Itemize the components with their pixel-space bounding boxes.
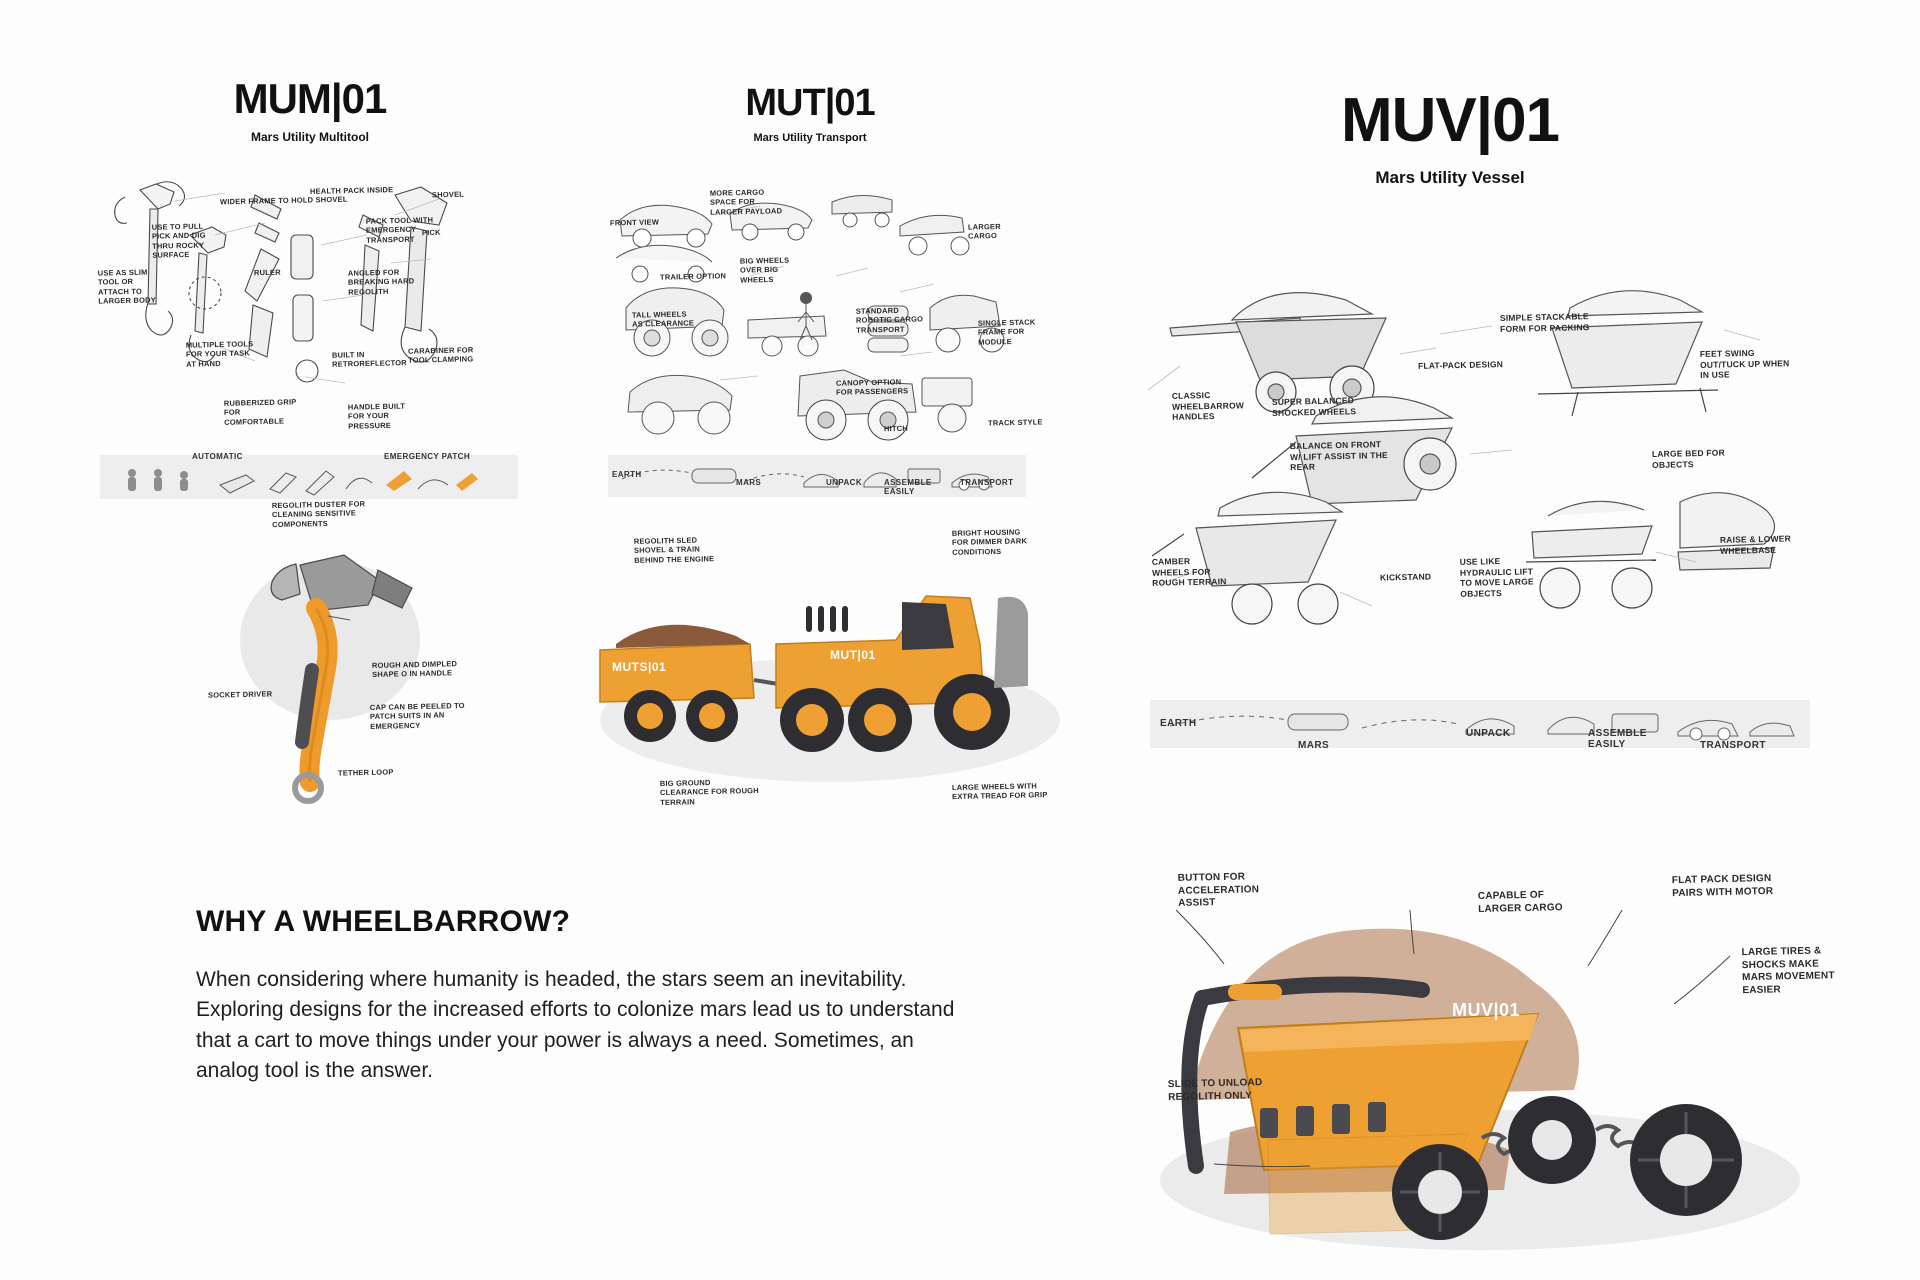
badge-muv: MUV|01 — [1452, 1000, 1521, 1020]
strip-label-muv-1: MARS — [1298, 740, 1330, 751]
strip-label-mut-2: UNPACK — [826, 478, 863, 487]
column-heading-mum — [120, 75, 500, 144]
annotation-mut-1: FRONT VIEW — [609, 217, 660, 228]
strip-label-muv-4: TRANSPORT — [1700, 740, 1766, 751]
annotation-mum-6: USE AS SLIM TOOL OR ATTACH TO LARGER BODY — [97, 267, 157, 306]
annotation-muv-0: CLASSIC WHEELBARROW HANDLES — [1171, 390, 1245, 423]
strip-label-mut-0: EARTH — [612, 470, 642, 479]
annotation-muv-hero-4: SLIDE TO UNLOAD REGOLITH ONLY — [1167, 1077, 1263, 1103]
badge-mut: MUT|01 — [830, 648, 876, 662]
strip-label-mut-3: ASSEMBLE EASILY — [884, 478, 932, 496]
why-a-wheelbarrow-section — [196, 905, 966, 1087]
annotation-mum-7: RULER — [253, 267, 281, 278]
annotation-mut-9: HITCH — [883, 423, 909, 434]
annotation-mut-render-2: BIG GROUND CLEARANCE FOR ROUGH TERRAIN — [659, 777, 759, 807]
strip-label-mum-1: EMERGENCY PATCH — [384, 452, 471, 461]
annotation-muv-7: CAMBER WHEELS FOR ROUGH TERRAIN — [1151, 556, 1227, 589]
annotation-mut-4: TALL WHEELS AS CLEARANCE — [631, 309, 695, 330]
annotation-muv-9: USE LIKE HYDRAULIC LIFT TO MOVE LARGE OBJECTS — [1459, 556, 1534, 599]
strip-label-mut-4: TRANSPORT — [960, 478, 1014, 487]
annotation-mut-2: TRAILER OPTION — [659, 271, 727, 282]
annotation-mum-render-0: REGOLITH DUSTER FOR CLEANING SENSITIVE COMPONENTS — [271, 499, 366, 529]
annotation-mum-2: PACK TOOL WITH EMERGENCY TRANSPORT — [365, 215, 434, 245]
journey-strip-mut — [608, 455, 1026, 497]
annotation-muv-6: LARGE BED FOR OBJECTS — [1651, 447, 1725, 470]
column-heading-muv — [1230, 86, 1670, 188]
annotation-mum-render-2: ROUGH AND DIMPLED SHAPE O IN HANDLE — [371, 659, 458, 680]
annotation-muv-5: BALANCE ON FRONT W/ LIFT ASSIST IN THE REAR — [1289, 439, 1388, 473]
annotation-muv-10: RAISE & LOWER WHEELBASE — [1719, 533, 1792, 556]
annotation-mum-13: MULTIPLE TOOLS FOR YOUR TASK AT HAND — [185, 339, 254, 369]
annotation-mum-8: ANGLED FOR BREAKING HARD REGOLITH — [347, 267, 415, 297]
annotation-mut-5: LARGER CARGO — [967, 221, 1001, 242]
annotation-mum-12: HANDLE BUILT FOR YOUR PRESSURE — [347, 401, 406, 431]
annotation-muv-8: KICKSTAND — [1379, 571, 1432, 583]
annotation-mut-6: STANDARD ROBOTIC CARGO TRANSPORT — [855, 305, 924, 335]
sketch-mum-ideation — [95, 175, 515, 445]
annotation-muv-hero-1: CAPABLE OF LARGER CARGO — [1477, 889, 1563, 915]
annotation-mum-9: BUILT IN RETROREFLECTOR — [331, 350, 407, 370]
annotation-muv-3: FLAT-PACK DESIGN — [1417, 359, 1504, 371]
usage-strip-mum — [100, 455, 518, 499]
render-mum-multitool — [200, 520, 520, 810]
annotation-mut-3: BIG WHEELS OVER BIG WHEELS — [739, 255, 790, 285]
annotation-mum-3: SHOVEL — [431, 189, 465, 200]
strip-label-mum-0: AUTOMATIC — [192, 452, 243, 461]
why-body-text: When considering where humanity is headed, the stars seem an inevitability. Exploring designs for the increased efforts to colonize mars lead us to understand that a cart to move things under your power is always a need. Sometimes, an analog tool is the answer. — [196, 968, 955, 1083]
strip-label-muv-2: UNPACK — [1466, 728, 1511, 739]
annotation-mum-4: PICK — [421, 227, 441, 238]
column-heading-mut — [620, 84, 1000, 144]
annotation-mum-render-3: CAP CAN BE PEELED TO PATCH SUITS IN AN EMERGENCY — [369, 701, 465, 731]
annotation-mum-render-4: TETHER LOOP — [337, 767, 394, 778]
annotation-mum-5: USE TO PULL PICK AND DIG THRU ROCKY SURFACE — [151, 221, 206, 260]
annotation-mut-8: CANOPY OPTION FOR PASSENGERS — [835, 377, 909, 398]
annotation-mut-7: SINGLE STACK FRAME FOR MODULE — [977, 317, 1036, 347]
annotation-mut-render-0: REGOLITH SLED SHOVEL & TRAIN BEHIND THE ENGINE — [633, 535, 715, 565]
annotation-muv-1: SUPER BALANCED SHOCKED WHEELS — [1271, 395, 1357, 418]
badge-muts: MUTS|01 — [612, 660, 667, 674]
annotation-mut-render-1: BRIGHT HOUSING FOR DIMMER DARK CONDITIONS — [951, 527, 1028, 557]
annotation-mum-11: RUBBERIZED GRIP FOR COMFORTABLE — [223, 397, 297, 427]
column-subtitle-muv: Mars Utility Vessel — [1375, 168, 1525, 187]
annotation-muv-2: SIMPLE STACKABLE FORM FOR PACKING — [1499, 311, 1590, 334]
annotation-mum-10: CARABINER FOR TOOL CLAMPING — [407, 345, 474, 366]
strip-label-muv-0: EARTH — [1160, 718, 1197, 729]
column-subtitle-mut: Mars Utility Transport — [753, 132, 867, 144]
column-code-mum: MUM|01 — [233, 75, 387, 122]
annotation-muv-hero-0: BUTTON FOR ACCELERATION ASSIST — [1177, 871, 1260, 909]
annotation-muv-hero-2: FLAT PACK DESIGN PAIRS WITH MOTOR — [1671, 873, 1774, 899]
annotation-mut-render-3: LARGE WHEELS WITH EXTRA TREAD FOR GRIP — [951, 781, 1048, 802]
column-subtitle-mum: Mars Utility Multitool — [251, 130, 369, 144]
strip-label-mut-1: MARS — [736, 478, 762, 487]
why-heading: WHY A WHEELBARROW? — [196, 905, 571, 938]
column-code-muv: MUV|01 — [1340, 86, 1560, 155]
annotation-mut-10: TRACK STYLE — [987, 417, 1043, 428]
strip-label-muv-3: ASSEMBLE EASILY — [1588, 728, 1647, 750]
annotation-mut-0: MORE CARGO SPACE FOR LARGER PAYLOAD — [709, 187, 783, 217]
annotation-mum-0: WIDER FRAME TO HOLD SHOVEL — [219, 194, 348, 207]
annotation-muv-hero-3: LARGE TIRES & SHOCKS MAKE MARS MOVEMENT EASIER — [1741, 945, 1835, 996]
annotation-mum-1: HEALTH PACK INSIDE — [309, 185, 394, 196]
annotation-muv-4: FEET SWING OUT/TUCK UP WHEN IN USE — [1699, 347, 1790, 381]
column-code-mut: MUT|01 — [745, 82, 875, 124]
annotation-mum-render-1: SOCKET DRIVER — [207, 689, 273, 700]
